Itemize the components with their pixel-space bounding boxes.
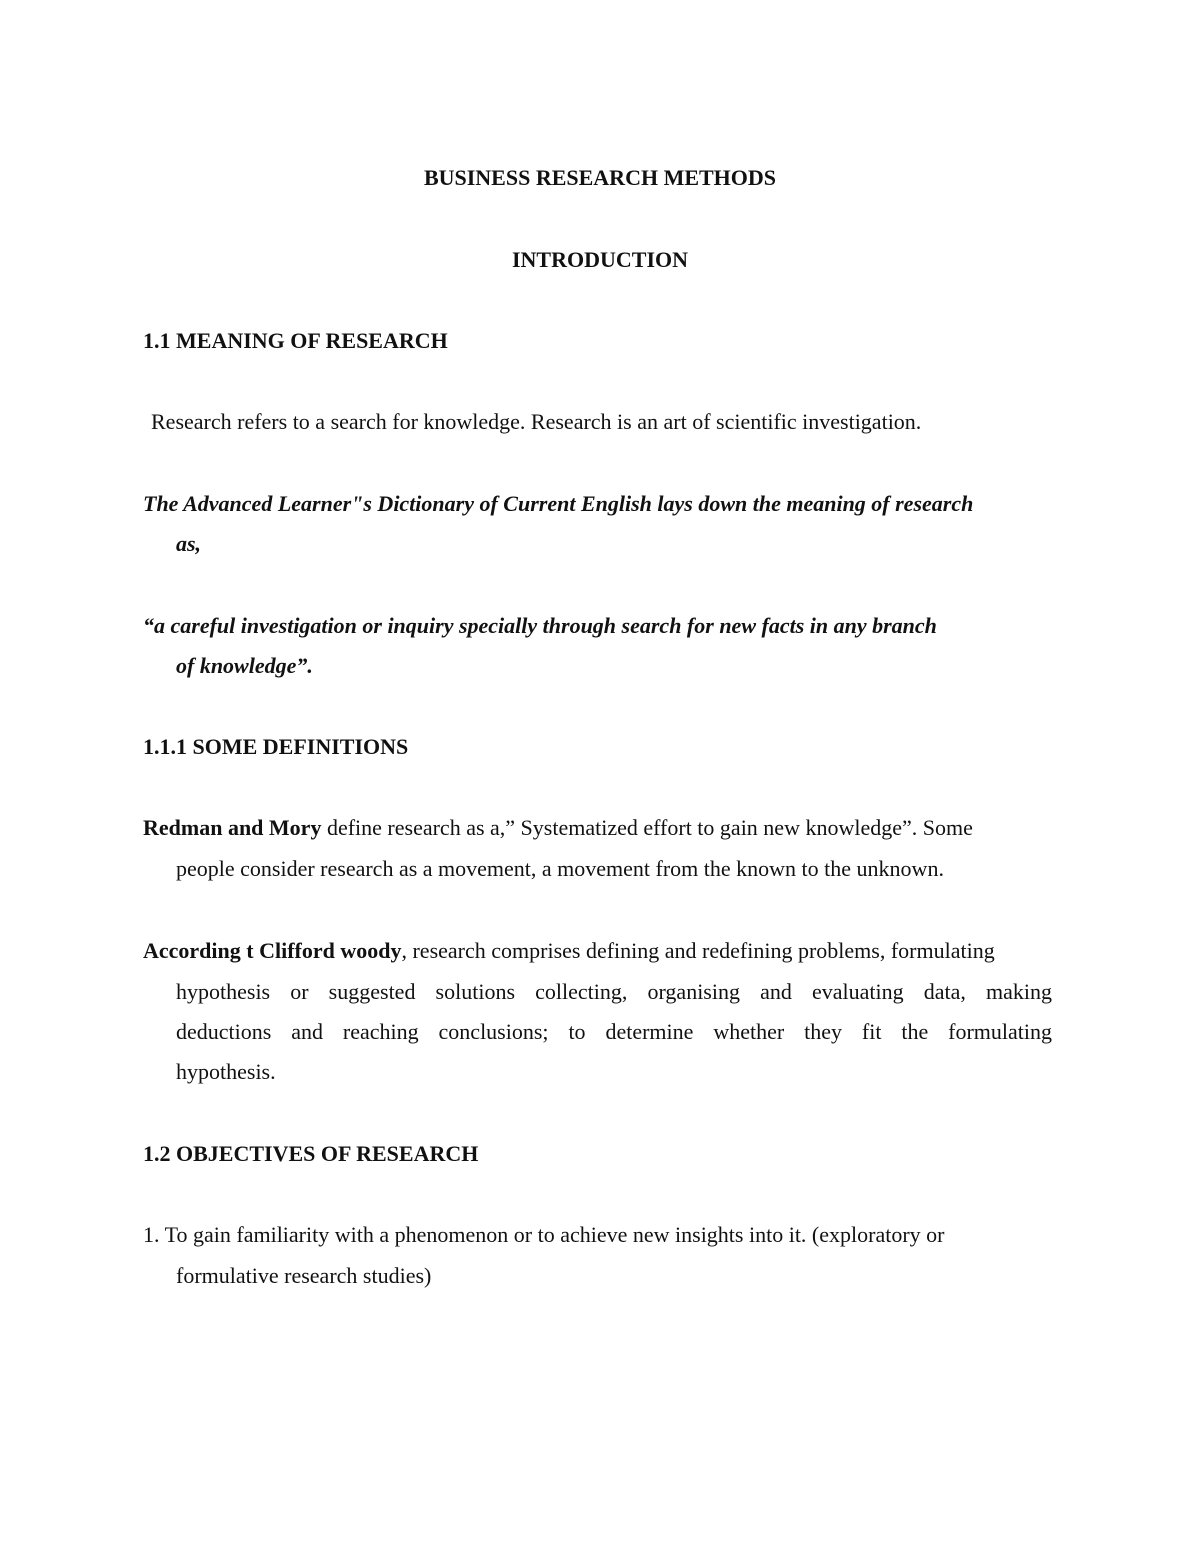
definition-2-text: , research comprises defining and redefining problems, formulating xyxy=(401,938,995,963)
quote-line-1: “a careful investigation or inquiry specially through search for new facts in any branch xyxy=(143,613,937,638)
definition-2-line-3: deductions and reaching conclusions; to determine whether they fit the formulating xyxy=(176,1019,1052,1044)
dictionary-line-2: as, xyxy=(176,531,202,556)
definition-2-line-4: hypothesis. xyxy=(176,1059,276,1084)
heading-objectives-of-research: 1.2 OBJECTIVES OF RESEARCH xyxy=(143,1141,479,1166)
quote-line-2: of knowledge”. xyxy=(176,653,313,678)
definition-1-line-2: people consider research as a movement, a movement from the known to the unknown. xyxy=(176,856,944,881)
paragraph-meaning: Research refers to a search for knowledge. Research is an art of scientific investigation. xyxy=(151,409,922,434)
definition-2-line-2: hypothesis or suggested solutions collecting, organising and evaluating data, making xyxy=(176,979,1052,1004)
definition-2-author: According t Clifford woody xyxy=(143,938,402,963)
definition-2-line-1 xyxy=(143,938,995,964)
section-heading-introduction: INTRODUCTION xyxy=(511,247,689,272)
dictionary-line-1: The Advanced Learner"s Dictionary of Current English lays down the meaning of research xyxy=(143,491,974,516)
objective-1-line-1: 1. To gain familiarity with a phenomenon or to achieve new insights into it. (exploratory or xyxy=(143,1222,945,1247)
definition-1-line-1 xyxy=(143,815,973,841)
objective-1-line-2: formulative research studies) xyxy=(176,1263,432,1288)
heading-some-definitions: 1.1.1 SOME DEFINITIONS xyxy=(143,734,409,759)
definition-1-author: Redman and Mory xyxy=(143,815,322,840)
document-title: BUSINESS RESEARCH METHODS xyxy=(423,165,777,190)
definition-1-text: define research as a,” Systematized effort to gain new knowledge”. Some xyxy=(321,815,973,840)
heading-meaning-of-research: 1.1 MEANING OF RESEARCH xyxy=(143,328,448,353)
